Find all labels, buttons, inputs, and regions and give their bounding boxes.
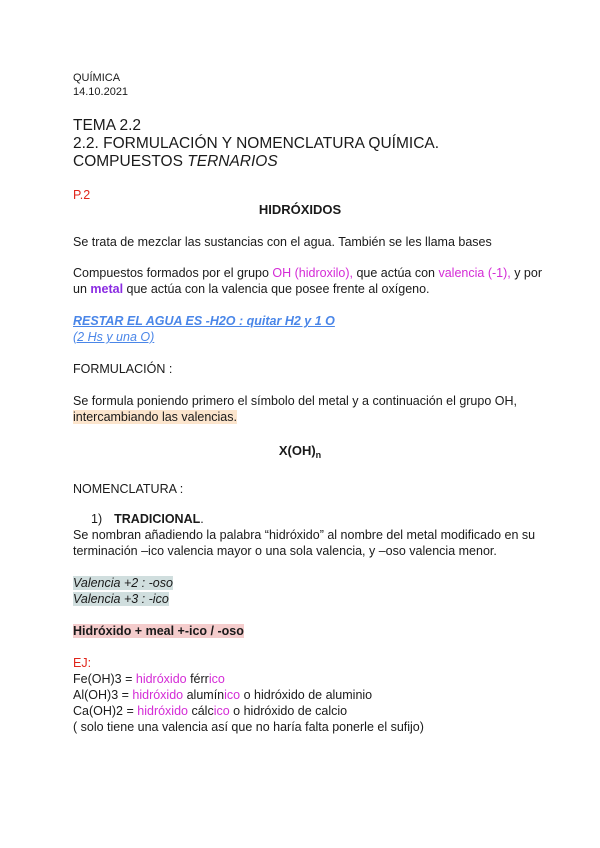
formulacion-text-2 [73,410,237,425]
formulacion-text-1: Se formula poniendo primero el símbolo del metal y a continuación el grupo OH, [73,394,517,408]
definition-text: y por [510,266,542,280]
example-formula: Al(OH)3 = [73,688,133,702]
general-formula [0,443,600,463]
note-subtract-detail: (2 Hs y una O) [73,330,155,344]
nomenclatura-heading: NOMENCLATURA : [73,482,184,496]
definition-text: un [73,282,91,296]
date-label: 14.10.2021 [73,86,129,98]
nomenclatura-text-1: Se nombran añadiendo la palabra “hidróxido” al nombre del metal modificado en su [73,528,536,542]
title-ternarios: TERNARIOS [187,153,278,170]
page-reference: P.2 [73,188,91,202]
example-row [73,688,372,703]
intro-text: Se trata de mezclar las sustancias con el agua. También se les llama bases [73,235,492,249]
example-hidroxido: hidróxido [135,672,187,686]
oh-term: OH (hidroxilo), [272,266,353,280]
title-line-3 [73,152,278,171]
example-formula: Ca(OH)2 = [73,704,138,718]
title-line-1: TEMA 2.2 [73,117,142,134]
title-line-2: 2.2. FORMULACIÓN Y NOMENCLATURA QUÍMICA. [73,135,440,152]
list-item-dot: . [200,512,204,526]
list-item-title: TRADICIONAL [114,512,201,526]
example-hidroxido: hidróxido [137,704,188,718]
nomenclatura-text-2: terminación –ico valencia mayor o una sola valencia, y –oso valencia menor. [73,544,497,558]
highlighted-text: intercambiando las valencias. [73,410,237,424]
definition-text: que actúa con [353,266,439,280]
example-metal-stem: cálc [188,704,214,718]
example-suffix: ico [224,688,241,702]
definition-text: que actúa con la valencia que posee frente al oxígeno. [123,282,430,296]
valencia-rule: Valencia +3 : -ico [73,592,169,606]
example-alt-name: o hidróxido de calcio [229,704,348,718]
example-note: ( solo tiene una valencia así que no haría falta ponerle el sufijo) [73,720,424,734]
valencia-rule: Valencia +2 : -oso [73,576,173,590]
examples-label: EJ: [73,656,92,670]
example-row [73,704,347,719]
valencia-line-1 [73,576,173,591]
valencia-term: valencia (-1), [438,266,511,280]
list-item-tradicional [91,512,204,527]
definition-text: Compuestos formados por el grupo [73,266,273,280]
note-subtract-water: RESTAR EL AGUA ES -H2O : quitar H2 y 1 O [73,314,335,328]
title-compuestos: COMPUESTOS [73,153,188,170]
formula-subscript: n [315,450,322,460]
naming-rule-text: Hidróxido + meal +-ico / -oso [73,624,244,638]
example-row [73,672,225,687]
example-metal-stem: alumín [183,688,225,702]
valencia-line-2 [73,592,169,607]
formulacion-heading: FORMULACIÓN : [73,362,173,376]
subject-label: QUÍMICA [73,72,121,84]
naming-rule [73,624,244,639]
list-number: 1) [91,512,103,526]
example-formula: Fe(OH)3 = [73,672,136,686]
metal-term: metal [90,282,124,296]
example-metal-stem: férr [186,672,209,686]
definition-line-2 [73,282,430,297]
example-suffix: ico [213,704,230,718]
example-suffix: ico [208,672,225,686]
section-title: HIDRÓXIDOS [258,202,342,217]
example-hidroxido: hidróxido [132,688,184,702]
formula-base: X(OH) [278,443,316,458]
definition-line-1 [73,266,542,281]
example-alt-name: o hidróxido de aluminio [240,688,373,702]
